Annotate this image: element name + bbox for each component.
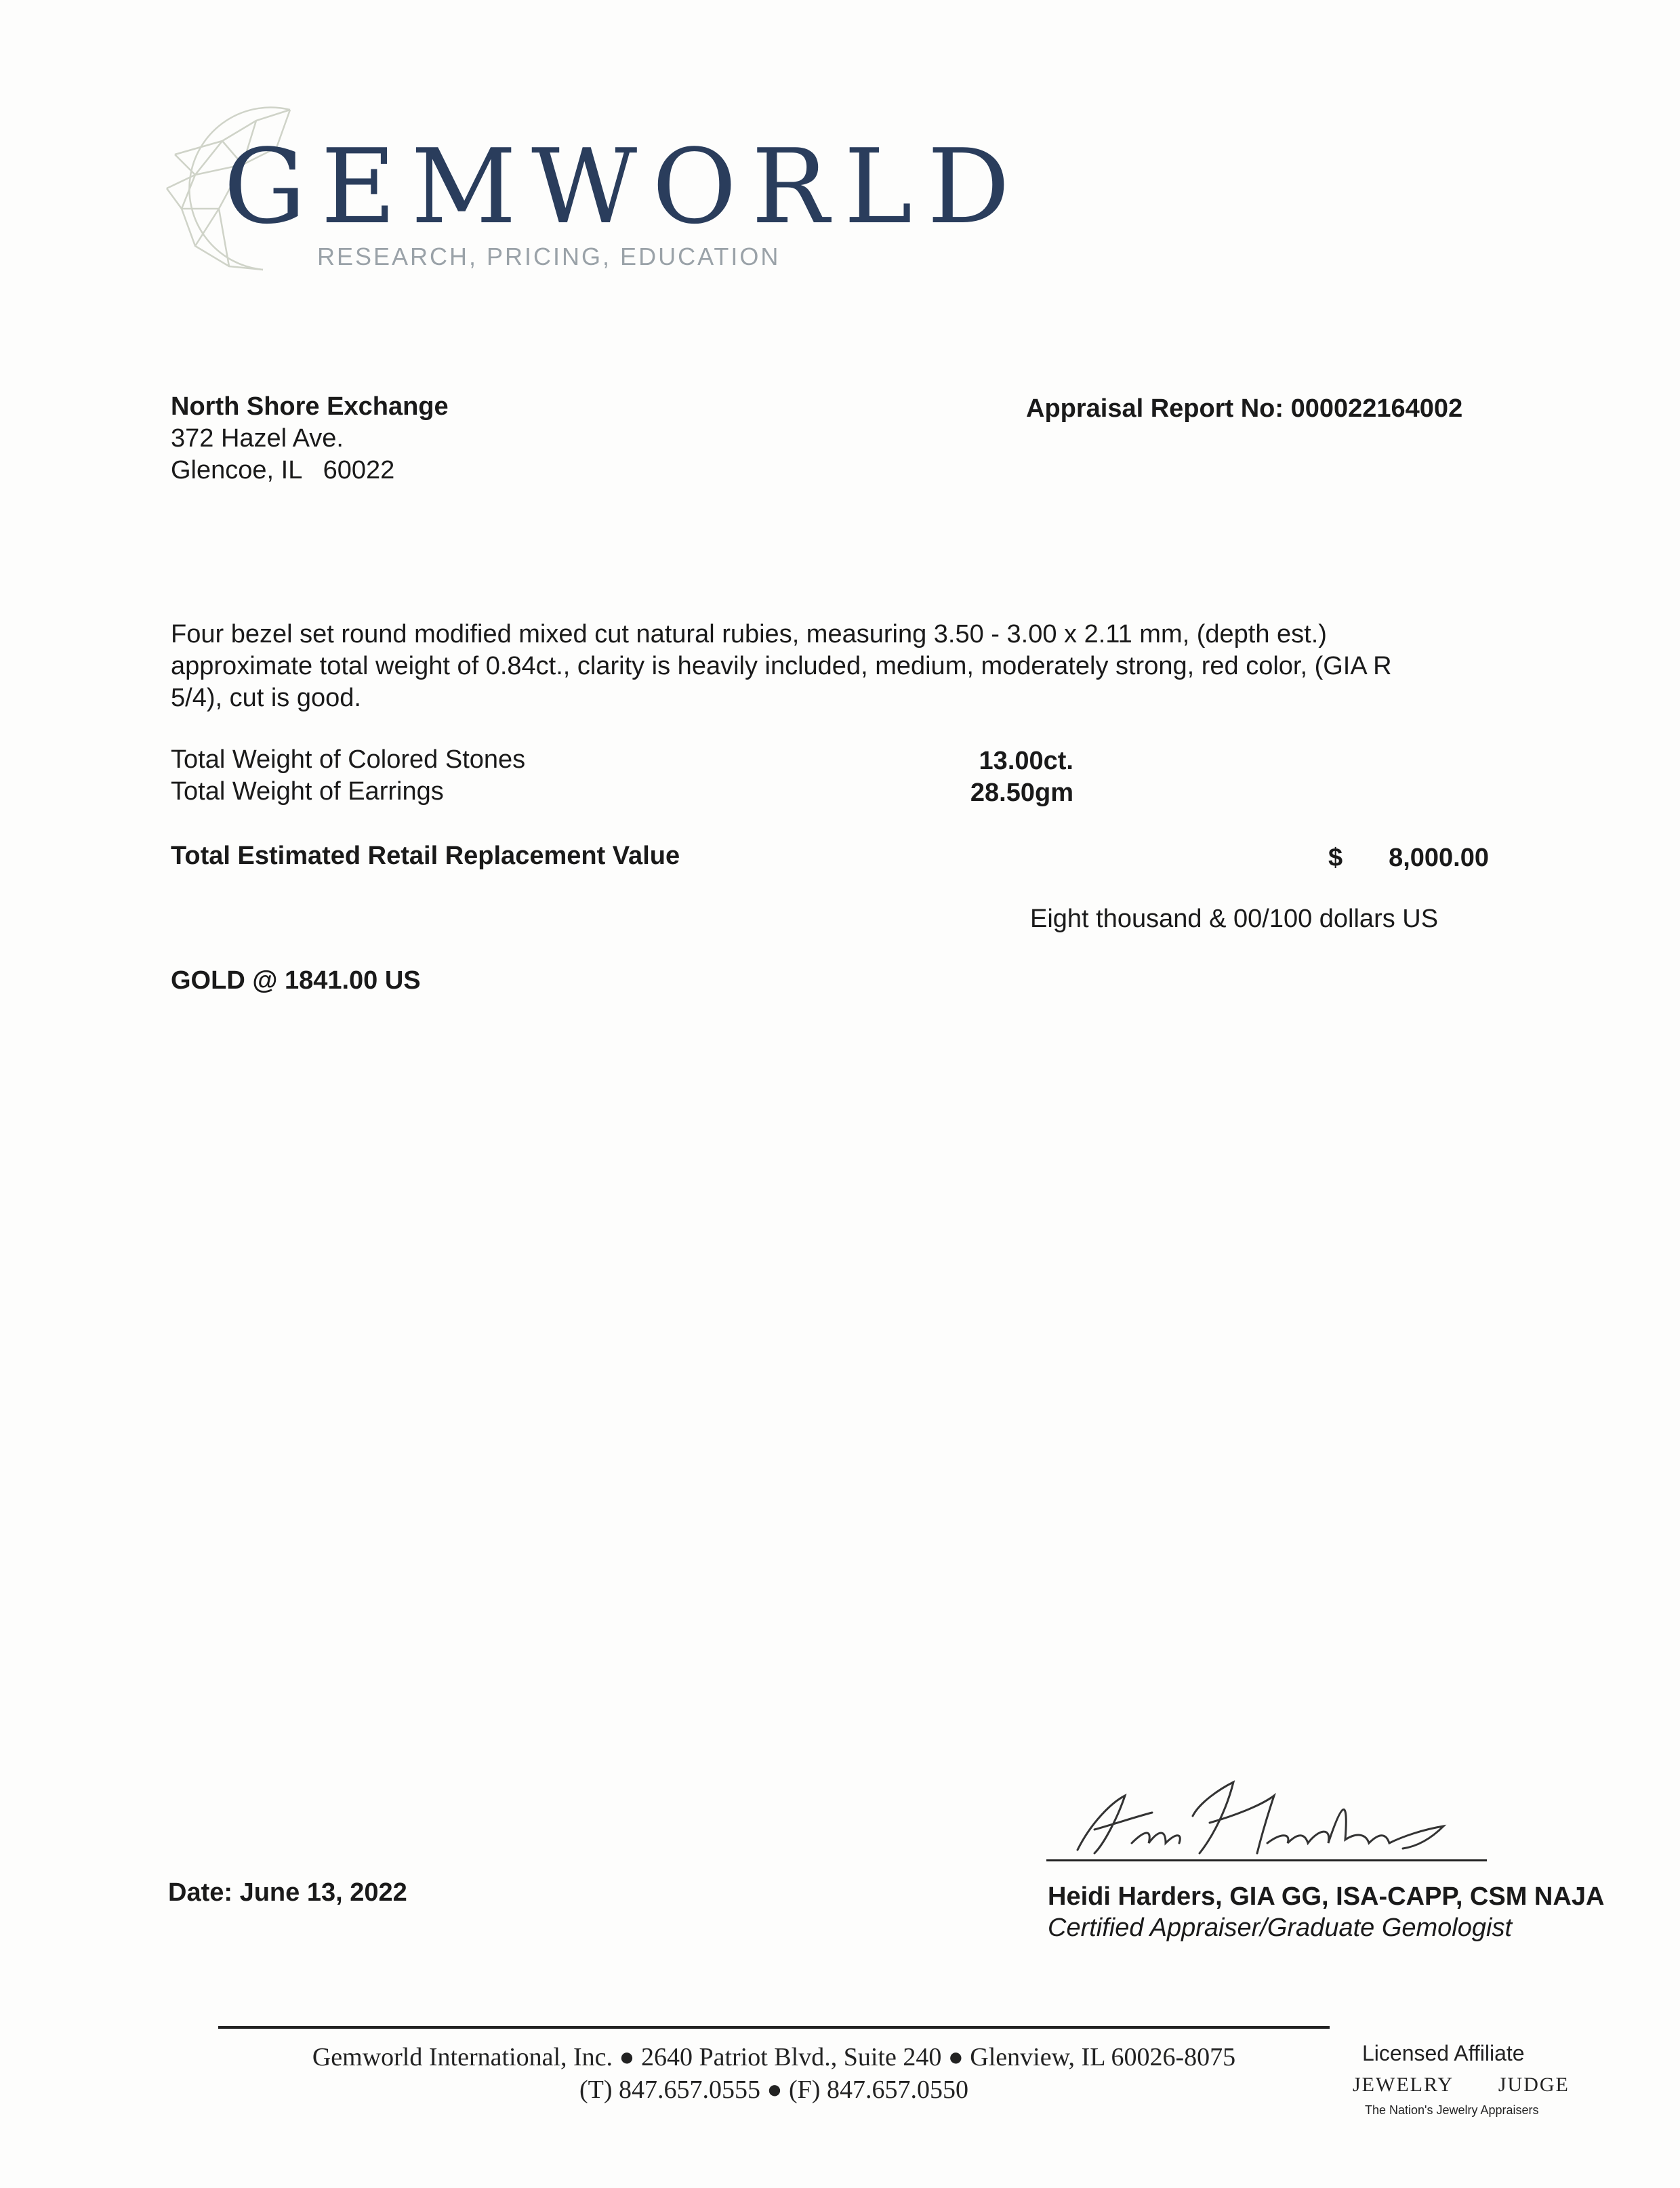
currency-symbol: $ (1328, 844, 1343, 872)
affiliate-tagline: The Nation's Jewelry Appraisers (1365, 2103, 1539, 2117)
appraiser-title: Certified Appraiser/Graduate Gemologist (1048, 1914, 1513, 1942)
weight-label-stones: Total Weight of Colored Stones (171, 745, 526, 774)
client-address-block (171, 391, 449, 487)
footer-address: Gemworld International, Inc. ● 2640 Patriot Blvd., Suite 240 ● Glenview, IL 60026-8075 (312, 2043, 1236, 2071)
item-description: Four bezel set round modified mixed cut natural rubies, measuring 3.50 - 3.00 x 2.11 mm, (depth est.) approximate total weight of 0.84ct., clarity is heavily included, medium, moderately strong, red color, (GIA R 5/4), cut is good. (171, 620, 1392, 712)
client-street: 372 Hazel Ave. (171, 424, 344, 453)
client-city: Glencoe, IL 60022 (171, 456, 395, 484)
signature-image (1064, 1775, 1484, 1863)
affiliate-word-jewelry: JEWELRY (1353, 2073, 1453, 2096)
footer-phones: (T) 847.657.0555 ● (F) 847.657.0550 (579, 2076, 968, 2104)
signature-line (1046, 1859, 1487, 1861)
footer-divider (218, 2026, 1330, 2029)
appraiser-name: Heidi Harders, GIA GG, ISA-CAPP, CSM NAJA (1048, 1882, 1605, 1911)
weight-value-stones: 13.00ct. (979, 747, 1073, 775)
weight-label-earrings: Total Weight of Earrings (171, 777, 444, 806)
total-value-words: Eight thousand & 00/100 dollars US (1030, 905, 1439, 933)
report-date: Date: June 13, 2022 (168, 1878, 407, 1907)
weight-value-earrings: 28.50gm (970, 779, 1073, 807)
affiliate-logo (1353, 2073, 1570, 2097)
brand-wordmark: GEMWORLD (224, 127, 1025, 247)
total-value-amount: 8,000.00 (1389, 844, 1489, 872)
report-number: Appraisal Report No: 000022164002 (1026, 394, 1463, 423)
total-value-label: Total Estimated Retail Replacement Value (171, 842, 680, 870)
affiliate-label: Licensed Affiliate (1362, 2041, 1525, 2065)
client-name: North Shore Exchange (171, 392, 449, 421)
affiliate-word-judge: JUDGE (1498, 2073, 1570, 2096)
gold-price: GOLD @ 1841.00 US (171, 966, 421, 995)
brand-tagline: RESEARCH, PRICING, EDUCATION (317, 243, 781, 270)
